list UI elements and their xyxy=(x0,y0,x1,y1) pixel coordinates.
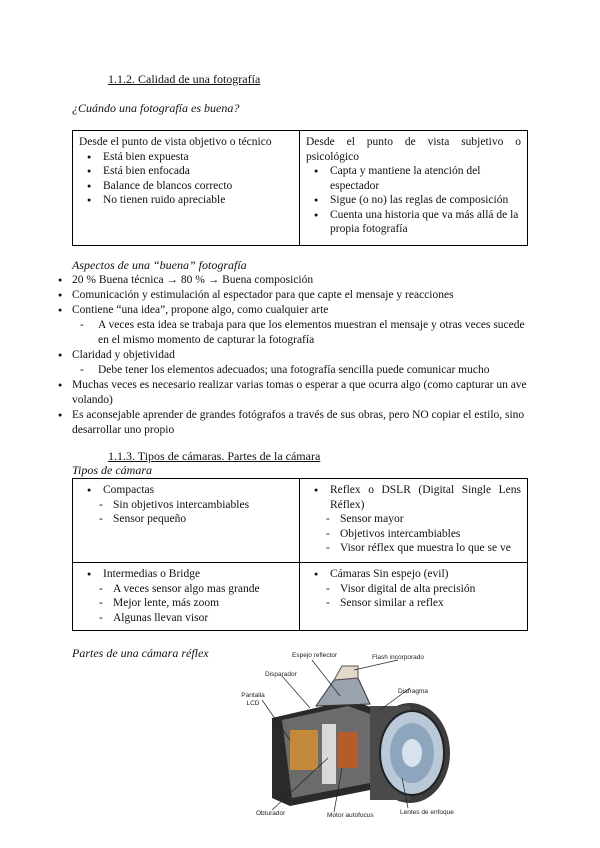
question-heading: ¿Cuándo una fotografía es buena? xyxy=(72,101,240,115)
list-subitem: - Visor digital de alta precisión xyxy=(306,582,521,597)
objective-title: Desde el punto de vista objetivo o técnico xyxy=(79,136,272,148)
label-obturador: Obturador xyxy=(256,810,286,817)
list-subitem: - Sensor similar a reflex xyxy=(306,596,521,611)
list-item: ● Compactas xyxy=(79,483,293,498)
shutter-block xyxy=(322,724,336,784)
subjective-title: Desde el punto de vista subjetivo o psicológico xyxy=(306,136,521,163)
list-subitem: - Sensor pequeño xyxy=(79,512,293,527)
list-subitem: - A veces sensor algo mas grande xyxy=(79,582,293,597)
parts-title: Partes de una cámara réflex xyxy=(72,646,209,660)
label-diafragma: Diafragma xyxy=(398,688,428,695)
compactas-cell xyxy=(73,479,300,563)
list-subitem: - Sin objetivos intercambiables xyxy=(79,498,293,513)
list-item: ● Intermedias o Bridge xyxy=(79,567,293,582)
list-item: ● Reflex o DSLR (Digital Single Lens Réflex) xyxy=(306,483,521,512)
label-motor: Motor autofocus xyxy=(327,812,374,819)
list-item: ● 20 % Buena técnica → 80 % → Buena composición xyxy=(58,273,536,288)
label-pantalla: Pantalla LCD xyxy=(241,692,265,707)
list-item: ● Está bien enfocada xyxy=(79,164,293,179)
aspects-title: Aspectos de una “buena” fotografía xyxy=(72,258,247,272)
list-item: ● Capta y mantiene la atención del espectador xyxy=(306,164,521,193)
list-item: ● Balance de blancos correcto xyxy=(79,179,293,194)
list-subitem: - Visor réflex que muestra lo que se ve xyxy=(306,541,521,556)
label-disparador: Disparador xyxy=(265,671,297,678)
label-lentes: Lentes de enfoque xyxy=(400,809,454,816)
subjective-cell xyxy=(300,131,528,246)
list-item: ● Sigue (o no) las reglas de composición xyxy=(306,193,521,208)
list-item: ● Cuenta una historia que va más allá de la propia fotografía xyxy=(306,208,521,237)
list-item: ● No tienen ruido apreciable xyxy=(79,193,293,208)
intermedias-cell xyxy=(73,563,300,631)
list-item: ● Comunicación y estimulación al espectador para que capte el mensaje y reacciones xyxy=(58,288,536,303)
label-flash: Flash incorporado xyxy=(372,654,425,661)
list-subitem: - A veces esta idea se trabaja para que los elementos muestran el mensaje y otras veces sucede en el mismo momento de capturar la fotografía xyxy=(58,318,536,348)
section-heading-calidad: 1.1.2. Calidad de una fotografía xyxy=(108,72,261,86)
quality-table xyxy=(72,130,528,246)
reflex-cell xyxy=(300,479,528,563)
list-item: ● Cámaras Sin espejo (evil) xyxy=(306,567,521,582)
list-item: ● Está bien expuesta xyxy=(79,150,293,165)
types-subtitle: Tipos de cámara xyxy=(72,463,153,477)
list-subitem: - Mejor lente, más zoom xyxy=(79,596,293,611)
list-item: ● Es aconsejable aprender de grandes fotógrafos a través de sus obras, pero NO copiar el estilo, sino desarrollar uno propio xyxy=(58,408,536,438)
label-espejo: Espejo reflector xyxy=(292,652,338,659)
internal-electronics xyxy=(290,730,318,770)
list-item: ● Muchas veces es necesario realizar varias tomas o esperar a que ocurra algo (como capturar un ave volando) xyxy=(58,378,536,408)
aspects-list xyxy=(58,273,536,438)
list-subitem: - Debe tener los elementos adecuados; una fotografía sencilla puede comunicar mucho xyxy=(58,363,536,378)
flash-unit xyxy=(334,666,358,680)
list-subitem: - Sensor mayor xyxy=(306,512,521,527)
pentaprism xyxy=(316,678,370,706)
list-subitem: - Objetivos intercambiables xyxy=(306,527,521,542)
camera-types-table xyxy=(72,478,528,631)
list-item: ● Contiene “una idea”, propone algo, como cualquier arte xyxy=(58,303,536,318)
section-heading-tipos: 1.1.3. Tipos de cámaras. Partes de la cámara xyxy=(108,449,321,463)
list-item: ● Claridad y objetividad xyxy=(58,348,536,363)
list-subitem: - Algunas llevan visor xyxy=(79,611,293,626)
sinespejo-cell xyxy=(300,563,528,631)
objective-cell xyxy=(73,131,300,246)
